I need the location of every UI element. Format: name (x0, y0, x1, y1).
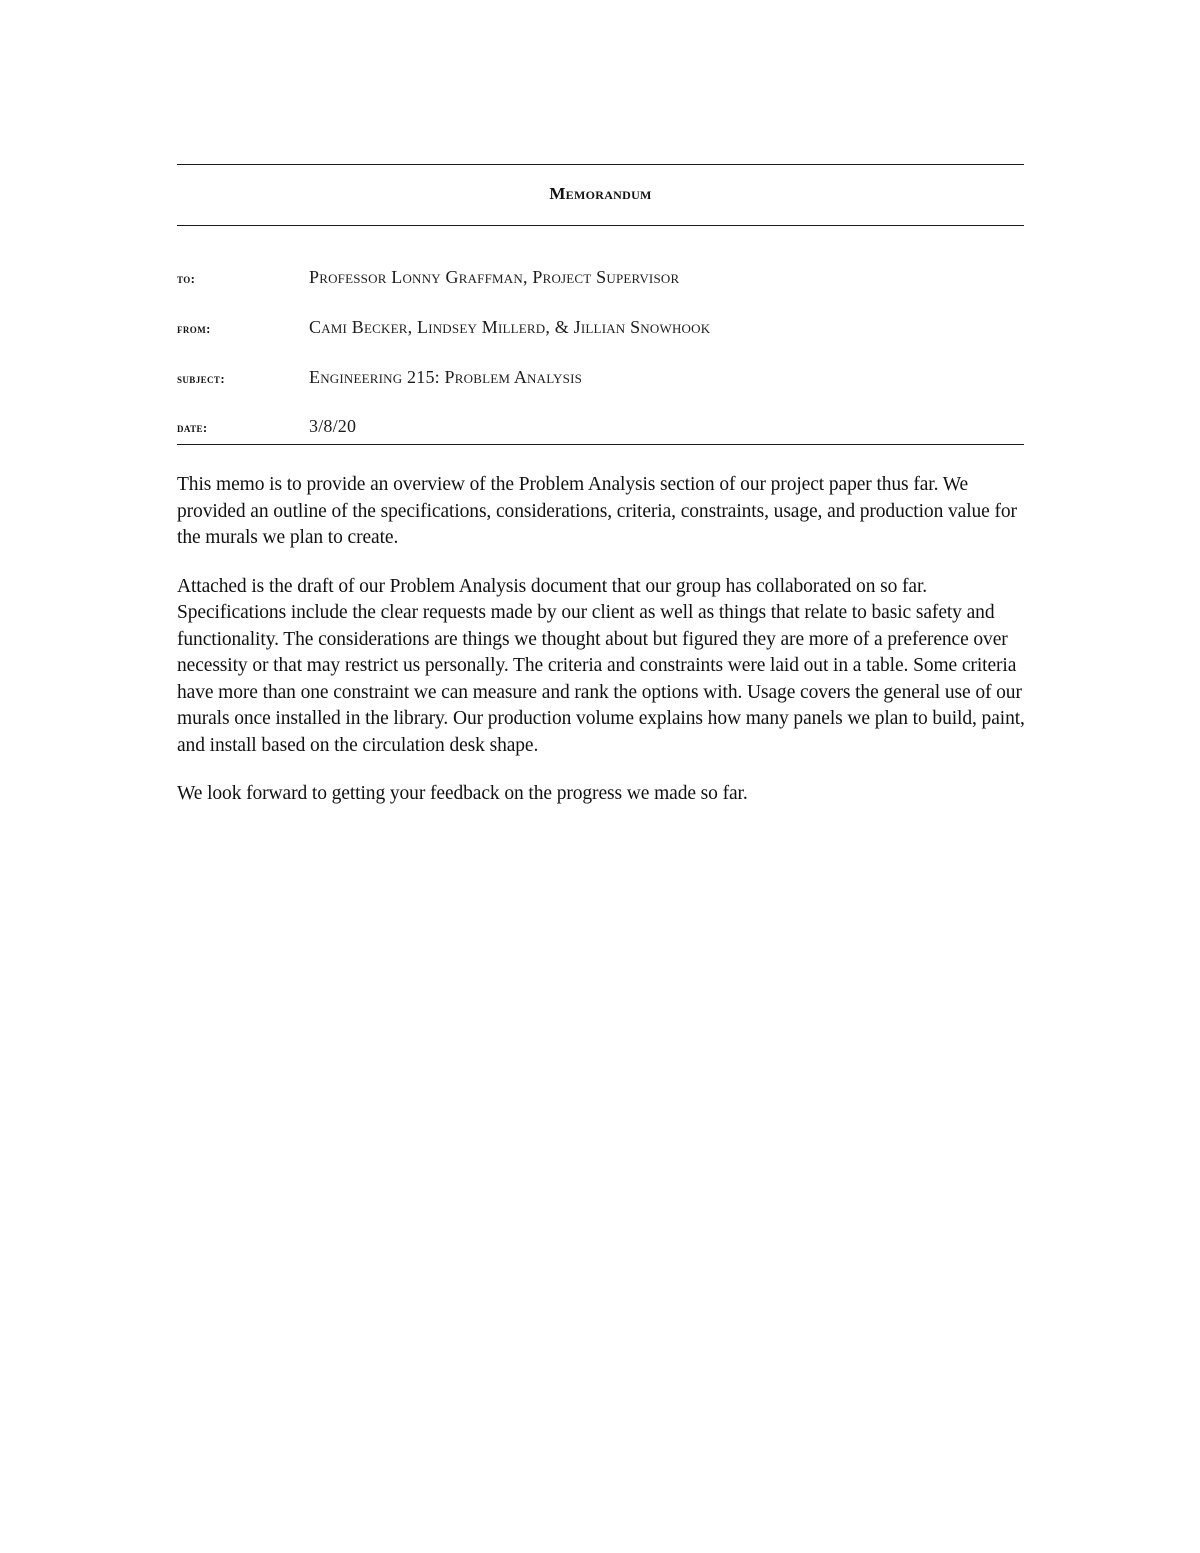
subject-label: subject: (177, 371, 226, 386)
header-row-subject (177, 367, 1024, 393)
title-bottom-rule (177, 225, 1024, 226)
to-value: Professor Lonny Graffman, Project Supervisor (309, 267, 680, 287)
subject-value: Engineering 215: Problem Analysis (309, 367, 583, 387)
memo-title: Memorandum (549, 184, 652, 203)
to-label: to: (177, 271, 196, 286)
header-row-to (177, 267, 1024, 293)
memo-body (177, 472, 1027, 830)
from-label: from: (177, 321, 211, 336)
date-value: 3/8/20 (309, 416, 357, 436)
date-label: date: (177, 420, 208, 435)
header-bottom-rule (177, 444, 1024, 445)
body-paragraph-closing: We look forward to getting your feedback on the progress we made so far. (177, 783, 748, 804)
title-top-rule (177, 164, 1024, 165)
header-row-from (177, 317, 1024, 343)
from-value: Cami Becker, Lindsey Millerd, & Jillian Snowhook (309, 317, 711, 337)
header-row-date (177, 416, 1024, 442)
body-paragraph-details: Attached is the draft of our Problem Analysis document that our group has collaborated on so far. Specifications include the clear requests made by our client as well as things that relate to basic safety and functionality. The considerations are things we thought about but figured they are more of a preference over necessity or that may restrict us personally. The criteria and constraints were laid out in a table. Some criteria have more than one constraint we can measure and rank the options with. Usage covers the general use of our murals once installed in the library. Our production volume explains how many panels we plan to build, paint, and install based on the circulation desk shape. (177, 575, 1025, 756)
body-paragraph-intro: This memo is to provide an overview of the Problem Analysis section of our project paper thus far. We provided an outline of the specifications, considerations, criteria, constraints, usage, and production value for the murals we plan to create. (177, 474, 1017, 548)
